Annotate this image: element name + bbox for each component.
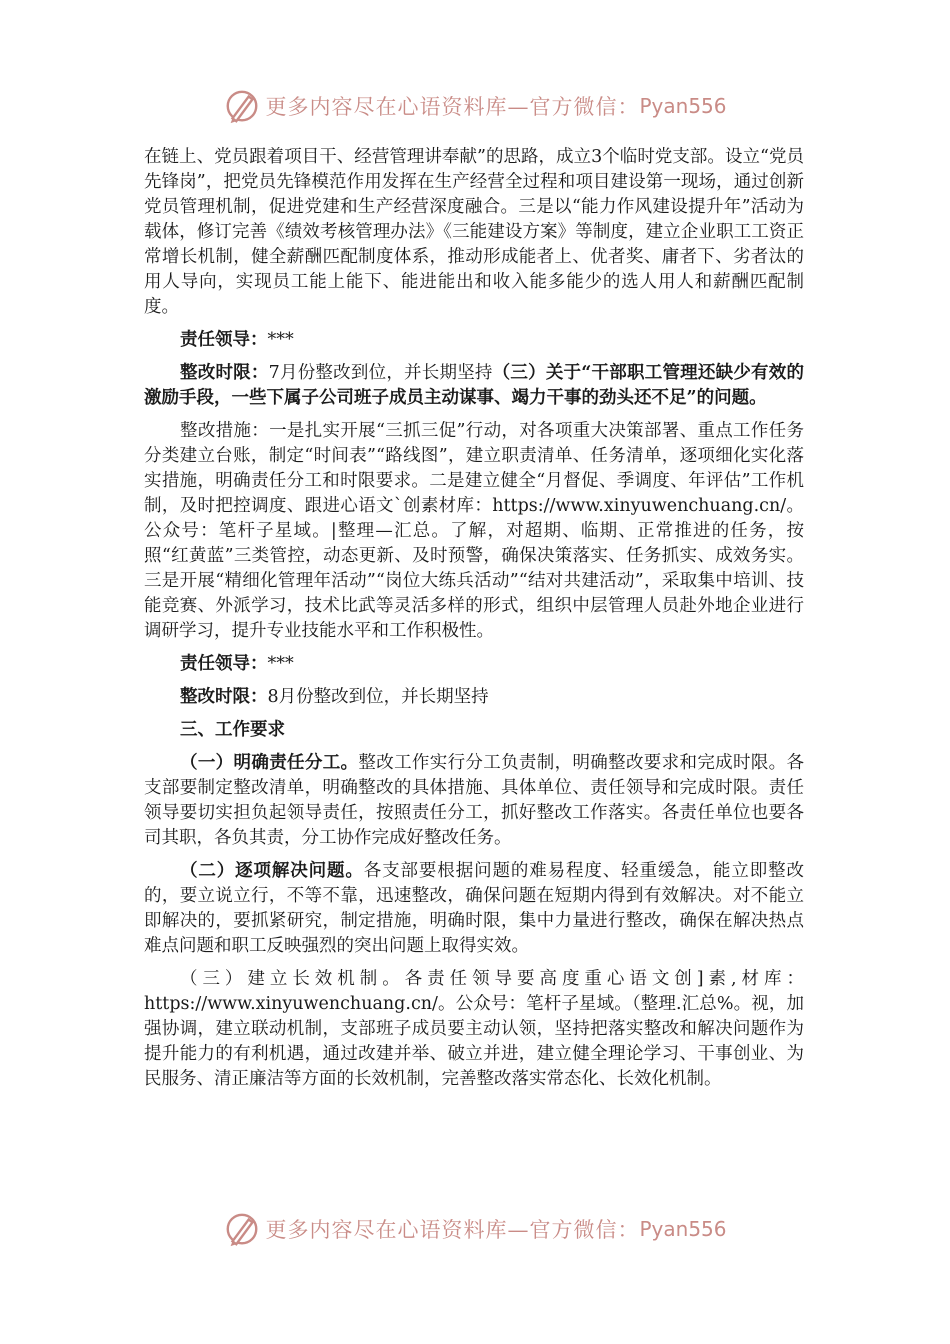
deadline-value: 8月份整改到位，并长期坚持: [267, 687, 489, 707]
deadline-label: 整改时限：: [180, 687, 268, 707]
requirement-body: 整改工作实行分工负责制，明确整改要求和完成时限。各支部要制定整改清单，明确整改的具体措施、具体单位、责任领导和完成时限。责任领导要切实担负起领导责任，按照责任分工，抓好整改工作落实。各责任单位也要各司其职，各负其责，分工协作完成好整改任务。: [144, 753, 805, 848]
deadline-and-issue: [144, 361, 804, 411]
banner-text: 更多内容尽在心语资料库—官方微信：: [265, 1218, 640, 1242]
deadline-2: [144, 685, 804, 710]
deadline-label: 整改时限：: [180, 363, 269, 383]
leader-value: ***: [267, 330, 294, 350]
banner-wechat-id: Pyan556: [639, 1217, 727, 1241]
issue-heading: （三）关于“干部职工管理还缺少有效的激励手段，一些下属子公司班子成员主动谋事、竭力干事的劲头还不足”的问题。: [144, 363, 805, 408]
requirement-2: [144, 859, 804, 959]
responsible-leader-1: [144, 328, 804, 353]
requirement-3: （三）建立长效机制。各责任领导要高度重心语文创]素,材库：https://www.xinyuwenchuang.cn/。公众号：笔杆子星域。（整理.汇总%。视，加强协调，建立联动机制，支部班子成员要主动认领，坚持把落实整改和解决问题作为提升能力的有利机遇，通过改建并举、破立并进，建立健全理论学习、干事创业、为民服务、清正廉洁等方面的长效机制，完善整改落实常态化、长效化机制。: [144, 969, 804, 1089]
requirement-title: （一）明确责任分工。: [180, 753, 359, 773]
paragraph: 在链上、党员跟着项目干、经营管理讲奉献”的思路，成立3个临时党支部。设立“党员先锋岗”，把党员先锋模范作用发挥在生产经营全过程和项目建设第一现场，通过创新党员管理机制，促进党建和生产经营深度融合。三是以“能力作风建设提升年”活动为载体，修订完善《绩效考核管理办法》《三能建设方案》等制度，建立企业职工工资正常增长机制，健全薪酬匹配制度体系，推动形成能者上、优者奖、庸者下、劣者汰的用人导向，实现员工能上能下、能进能出和收入能多能少的选人用人和薪酬匹配制度。: [144, 147, 804, 317]
requirement-1: [144, 751, 804, 851]
footer-banner: [0, 1207, 950, 1251]
pen-circle-logo-icon: [223, 87, 261, 125]
header-banner: [0, 84, 950, 128]
responsible-leader-2: [144, 652, 804, 677]
requirement-title: （二）逐项解决问题。: [180, 861, 364, 881]
banner-wechat-id: Pyan556: [639, 94, 727, 118]
banner-text: 更多内容尽在心语资料库—官方微信：: [265, 95, 640, 119]
section-heading: 三、工作要求: [180, 720, 285, 740]
leader-label: 责任领导：: [180, 654, 268, 674]
leader-value: ***: [267, 654, 294, 674]
deadline-value: 7月份整改到位，并长期坚持: [268, 363, 493, 383]
requirement-body: 各支部要根据问题的难易程度、轻重缓急，能立即整改的，要立说立行，不等不靠，迅速整改，确保问题在短期内得到有效解决。对不能立即解决的，要抓紧研究，制定措施，明确时限，集中力量进行整改，确保在解决热点难点问题和职工反映强烈的突出问题上取得实效。: [144, 861, 805, 956]
pen-circle-logo-icon: [223, 1210, 261, 1248]
document-body: [144, 145, 804, 1100]
leader-label: 责任领导：: [180, 330, 268, 350]
measures-paragraph: 整改措施：一是扎实开展“三抓三促”行动，对各项重大决策部署、重点工作任务分类建立台账，制定“时间表”“路线图”，建立职责清单、任务清单，逐项细化实化落实措施，明确责任分工和时限要求。二是建立健全“月督促、季调度、年评估”工作机制，及时把控调度、跟进心语文`创素材库：https://www.xinyuwenchuang.cn/。公众号：笔杆子星域。|整理—汇总。了解，对超期、临期、正常推进的任务，按照“红黄蓝”三类管控，动态更新、及时预警，确保决策落实、任务抓实、成效务实。三是开展“精细化管理年活动”“岗位大练兵活动”“结对共建活动”，采取集中培训、技能竞赛、外派学习，技术比武等灵活多样的形式，组织中层管理人员赴外地企业进行调研学习，提升专业技能水平和工作积极性。: [144, 421, 804, 641]
